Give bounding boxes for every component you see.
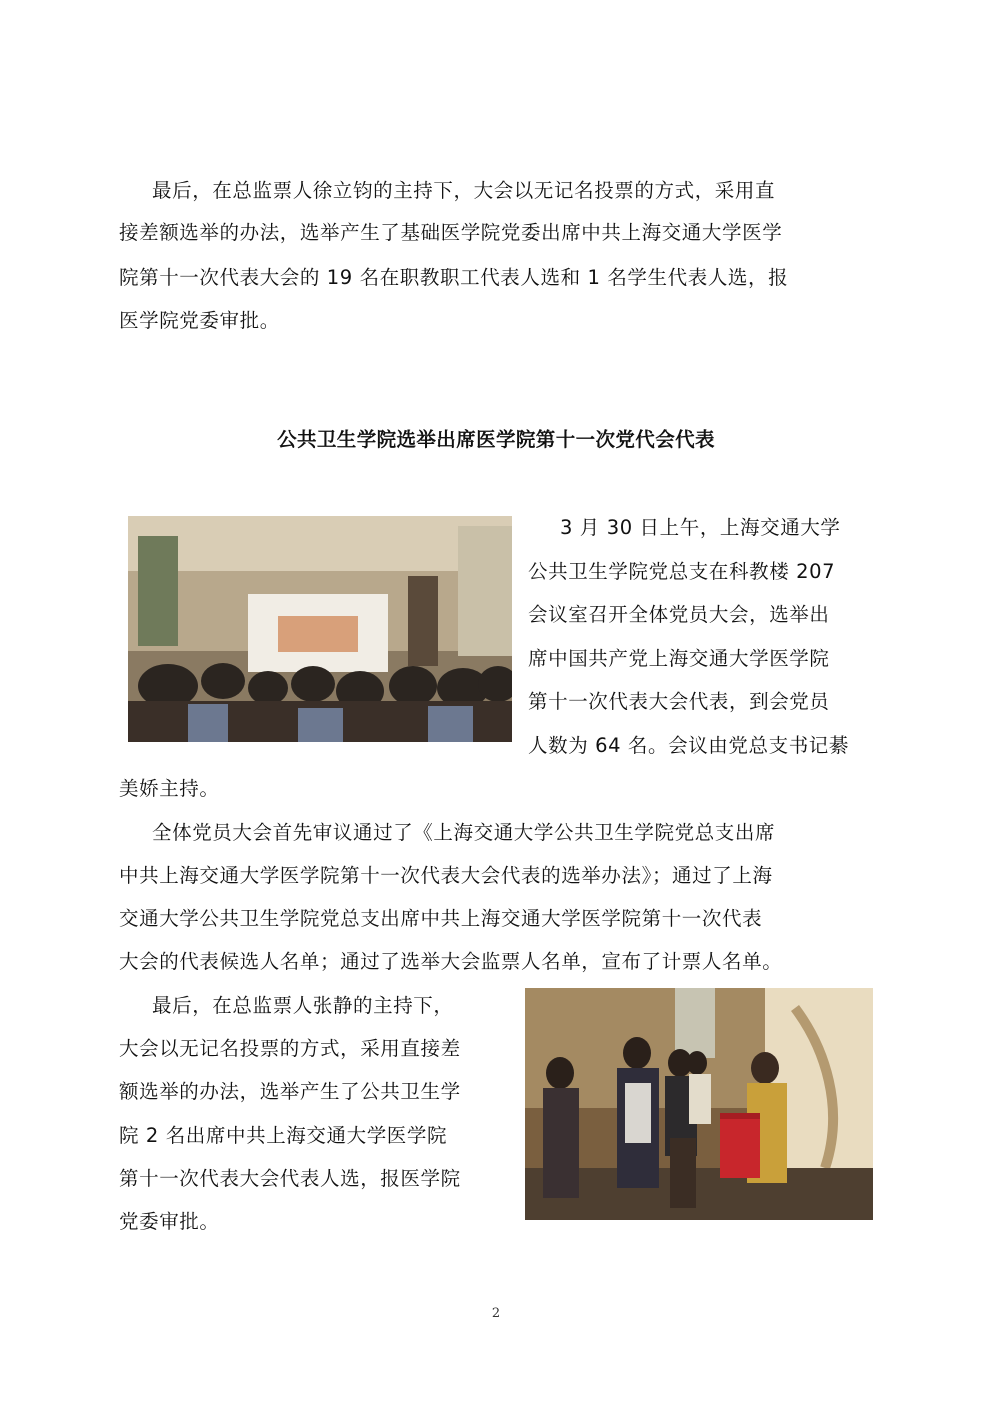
paragraph-line: 大会的代表候选人名单；通过了选举大会监票人名单，宣布了计票人名单。 bbox=[119, 950, 783, 973]
paragraph-line: 公共卫生学院党总支在科教楼 207 bbox=[528, 560, 836, 583]
page-number: 2 bbox=[491, 1306, 501, 1321]
paragraph-line: 大会以无记名投票的方式，采用直接差 bbox=[119, 1037, 461, 1060]
meeting-hall-photo bbox=[128, 516, 512, 742]
paragraph-line: 会议室召开全体党员大会，选举出 bbox=[528, 603, 830, 626]
paragraph-line: 院第十一次代表大会的 19 名在职教职工代表人选和 1 名学生代表人选，报 bbox=[119, 266, 789, 289]
voting-photo bbox=[525, 988, 873, 1220]
paragraph-line: 人数为 64 名。会议由党总支书记綦 bbox=[528, 734, 850, 757]
paragraph-line: 美娇主持。 bbox=[119, 777, 220, 800]
paragraph-line: 最后，在总监票人张静的主持下， bbox=[152, 994, 454, 1017]
paragraph-line: 院 2 名出席中共上海交通大学医学院 bbox=[119, 1124, 448, 1147]
paragraph-line: 接差额选举的办法，选举产生了基础医学院党委出席中共上海交通大学医学 bbox=[119, 221, 783, 244]
paragraph-line: 3 月 30 日上午，上海交通大学 bbox=[560, 516, 841, 539]
paragraph-line: 全体党员大会首先审议通过了《上海交通大学公共卫生学院党总支出席 bbox=[152, 821, 776, 844]
paragraph-line: 交通大学公共卫生学院党总支出席中共上海交通大学医学院第十一次代表 bbox=[119, 907, 763, 930]
paragraph-line: 第十一次代表大会代表人选，报医学院 bbox=[119, 1167, 461, 1190]
paragraph-line: 医学院党委审批。 bbox=[119, 309, 280, 332]
section-title: 公共卫生学院选举出席医学院第十一次党代会代表 bbox=[277, 428, 715, 451]
paragraph-line: 席中国共产党上海交通大学医学院 bbox=[528, 647, 830, 670]
paragraph-line: 中共上海交通大学医学院第十一次代表大会代表的选举办法》；通过了上海 bbox=[119, 864, 773, 887]
paragraph-line: 额选举的办法，选举产生了公共卫生学 bbox=[119, 1080, 461, 1103]
paragraph-line: 党委审批。 bbox=[119, 1210, 220, 1233]
paragraph-line: 最后，在总监票人徐立钧的主持下，大会以无记名投票的方式，采用直 bbox=[152, 179, 776, 202]
paragraph-line: 第十一次代表大会代表，到会党员 bbox=[528, 690, 830, 713]
